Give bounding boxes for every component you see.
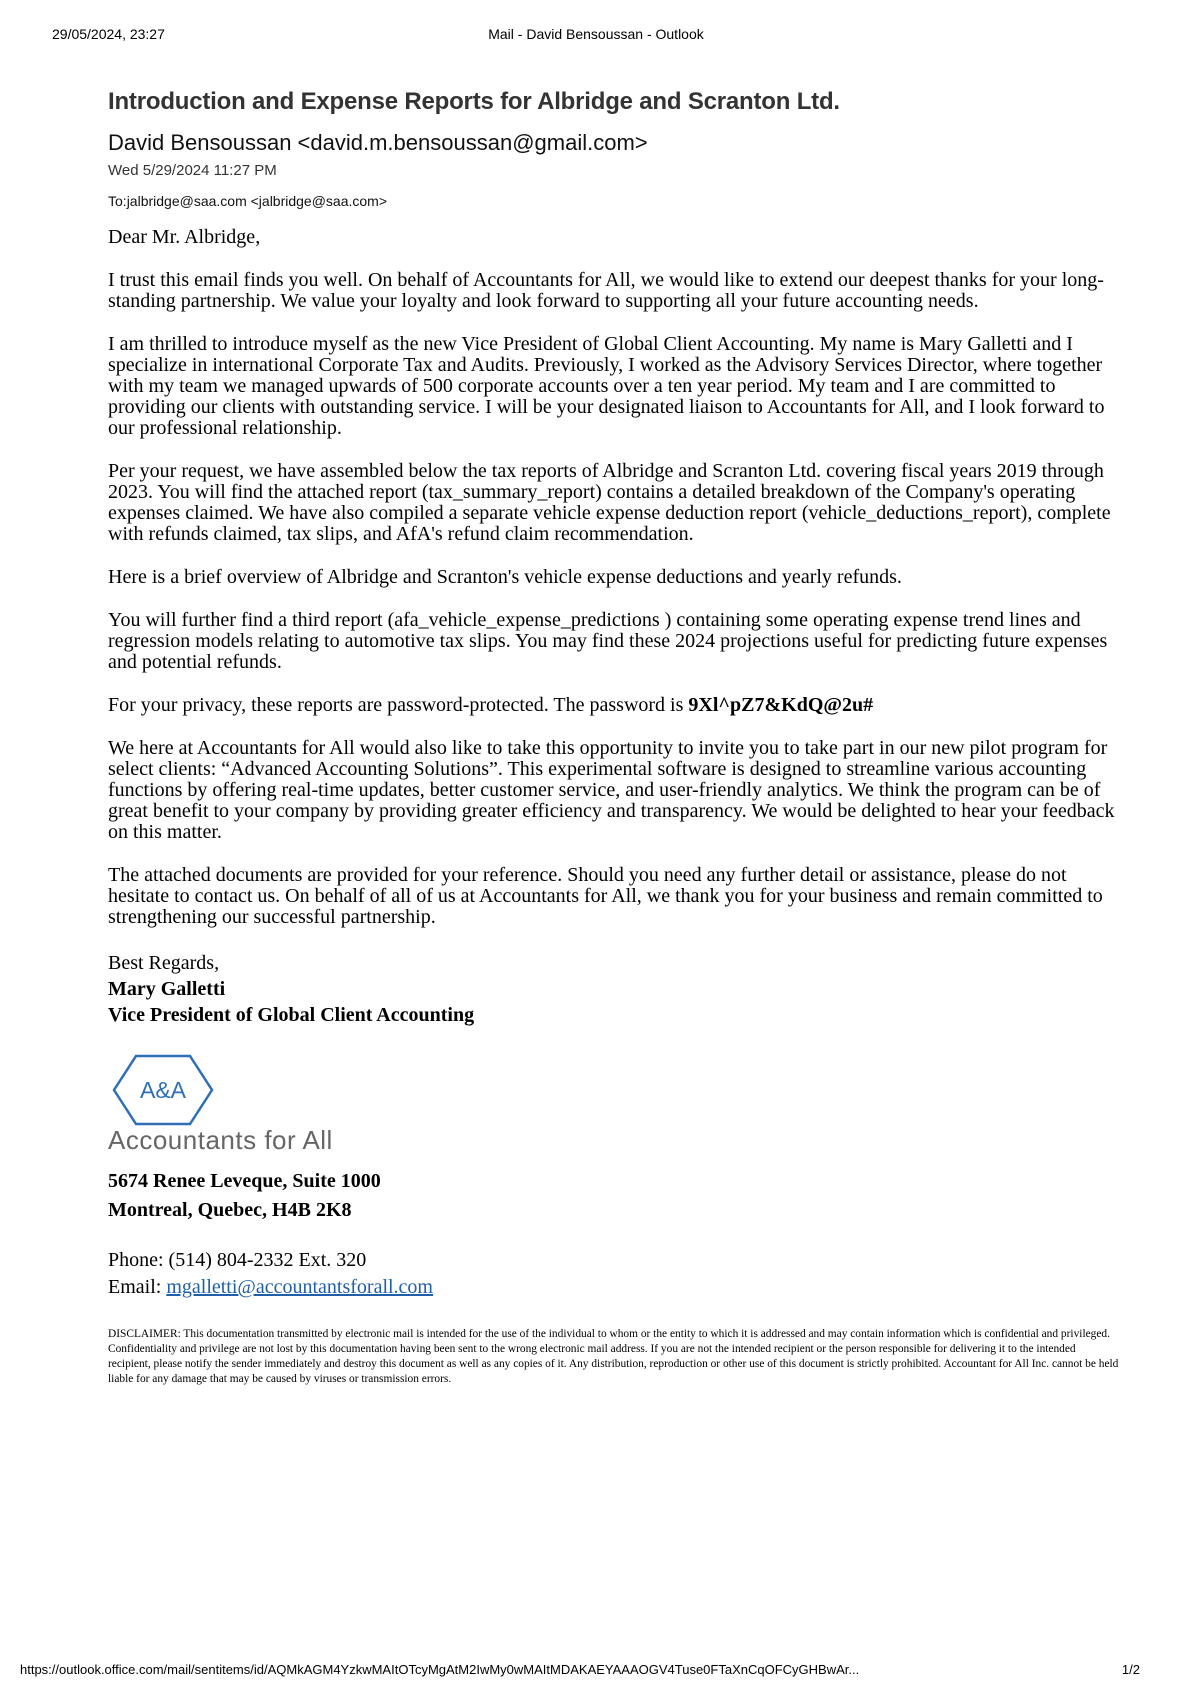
email-recipients	[108, 193, 1120, 209]
email-link[interactable]: mgalletti@accountantsforall.com	[166, 1276, 433, 1298]
page-url: https://outlook.office.com/mail/sentitems/id/AQMkAGM4YzkwMAItOTcyMgAtM2IwMy0wMAItMDAKAEYAAAOGV4Tuse0FTaXnCqOFCyGHBwAr...	[20, 1662, 860, 1677]
print-footer	[20, 1662, 1140, 1682]
signature	[108, 950, 1120, 1028]
address-line-2: Montreal, Quebec, H4B 2K8	[108, 1199, 352, 1221]
logo-name: Accountants for All	[108, 1125, 333, 1155]
email-sender[interactable]: David Bensoussan <david.m.bensoussan@gmail.com>	[108, 130, 648, 155]
body-paragraph-1: I trust this email finds you well. On behalf of Accountants for All, we would like to extend our deepest thanks for your long-standing partnership. We value your loyalty and look forward to supporting all your future accounting needs.	[108, 269, 1104, 312]
email-datetime: Wed 5/29/2024 11:27 PM	[108, 162, 277, 179]
email-subject: Introduction and Expense Reports for Albridge and Scranton Ltd.	[108, 88, 840, 115]
body-paragraph-5: You will further find a third report (afa_vehicle_expense_predictions ) containing some operating expense trend lines and regression models relating to automotive tax slips. You may find these 2024 projections useful for predicting future expenses and potential refunds.	[108, 609, 1108, 673]
body-paragraph-3: Per your request, we have assembled below the tax reports of Albridge and Scranton Ltd. covering fiscal years 2019 through 2023. You will find the attached report (tax_summary_report) contains a detailed breakdown of the Company's operating expenses claimed. We have also compiled a separate vehicle expense deduction report (vehicle_deductions_report), complete with refunds claimed, tax slips, and AfA's refund claim recommendation.	[108, 460, 1111, 545]
window-title: Mail - David Bensoussan - Outlook	[488, 26, 704, 42]
address-line-1: 5674 Renee Leveque, Suite 1000	[108, 1170, 381, 1192]
hexagon-logo-icon	[108, 1052, 218, 1128]
signer-name: Mary Galletti	[108, 978, 226, 1000]
page-number: 1/2	[1121, 1662, 1140, 1677]
disclaimer: DISCLAIMER: This documentation transmitted by electronic mail is intended for the use of the individual to whom or the entity to which it is addressed and may contain information which is confidential and privileged. Confidentiality and privilege are not lost by this documentation having been sent to the wrong electronic mail address. If you are not the intended recipient or the person responsible for delivering it to the intended recipient, please notify the sender immediately and destroy this document as well as any copies of it. Any distribution, reproduction or other use of this document is strictly prohibited. Accountant for All Inc. cannot be held liable for any damage that may be caused by viruses or transmission errors.	[108, 1328, 1119, 1385]
contact-info	[108, 1247, 1120, 1301]
to-label: To:	[108, 193, 127, 209]
email-label: Email:	[108, 1276, 167, 1298]
body-paragraph-7: The attached documents are provided for your reference. Should you need any further detail or assistance, please do not hesitate to contact us. On behalf of all of us at Accountants for All, we thank you for your business and remain committed to strengthening our successful partnership.	[108, 864, 1103, 928]
signer-title: Vice President of Global Client Accounting	[108, 1004, 475, 1026]
address	[108, 1167, 1120, 1225]
greeting: Dear Mr. Albridge,	[108, 226, 261, 248]
email-body	[108, 227, 1120, 1387]
logo-mark: A&A	[139, 1077, 187, 1103]
company-logo	[108, 1052, 408, 1155]
closing: Best Regards,	[108, 952, 220, 974]
body-paragraph-2: I am thrilled to introduce myself as the new Vice President of Global Client Accounting. My name is Mary Galletti and I specialize in international Corporate Tax and Audits. Previously, I worked as the Advisory Services Director, where together with my team we managed upwards of 500 corporate accounts over a ten year period. My team and I are committed to providing our clients with outstanding service. I will be your designated liaison to Accountants for All, and I look forward to our professional relationship.	[108, 333, 1105, 439]
privacy-paragraph	[108, 695, 1120, 716]
email-line	[108, 1274, 1120, 1301]
phone: Phone: (514) 804-2332 Ext. 320	[108, 1249, 367, 1271]
print-header	[52, 26, 1140, 46]
body-paragraph-6: We here at Accountants for All would also like to take this opportunity to invite you to take part in our new pilot program for select clients: “Advanced Accounting Solutions”. This experimental software is designed to streamline various accounting functions by offering real-time updates, better customer service, and user-friendly analytics. We think the program can be of great benefit to your company by providing greater efficiency and transparency. We would be delighted to hear your feedback on this matter.	[108, 737, 1115, 843]
email-content	[108, 88, 1120, 1387]
password: 9Xl^pZ7&KdQ@2u#	[688, 694, 874, 716]
to-address[interactable]: jalbridge@saa.com <jalbridge@saa.com>	[126, 193, 388, 209]
privacy-text: For your privacy, these reports are password-protected. The password is	[108, 694, 689, 716]
body-paragraph-4: Here is a brief overview of Albridge and Scranton's vehicle expense deductions and yearly refunds.	[108, 566, 902, 588]
print-timestamp: 29/05/2024, 23:27	[52, 26, 165, 42]
